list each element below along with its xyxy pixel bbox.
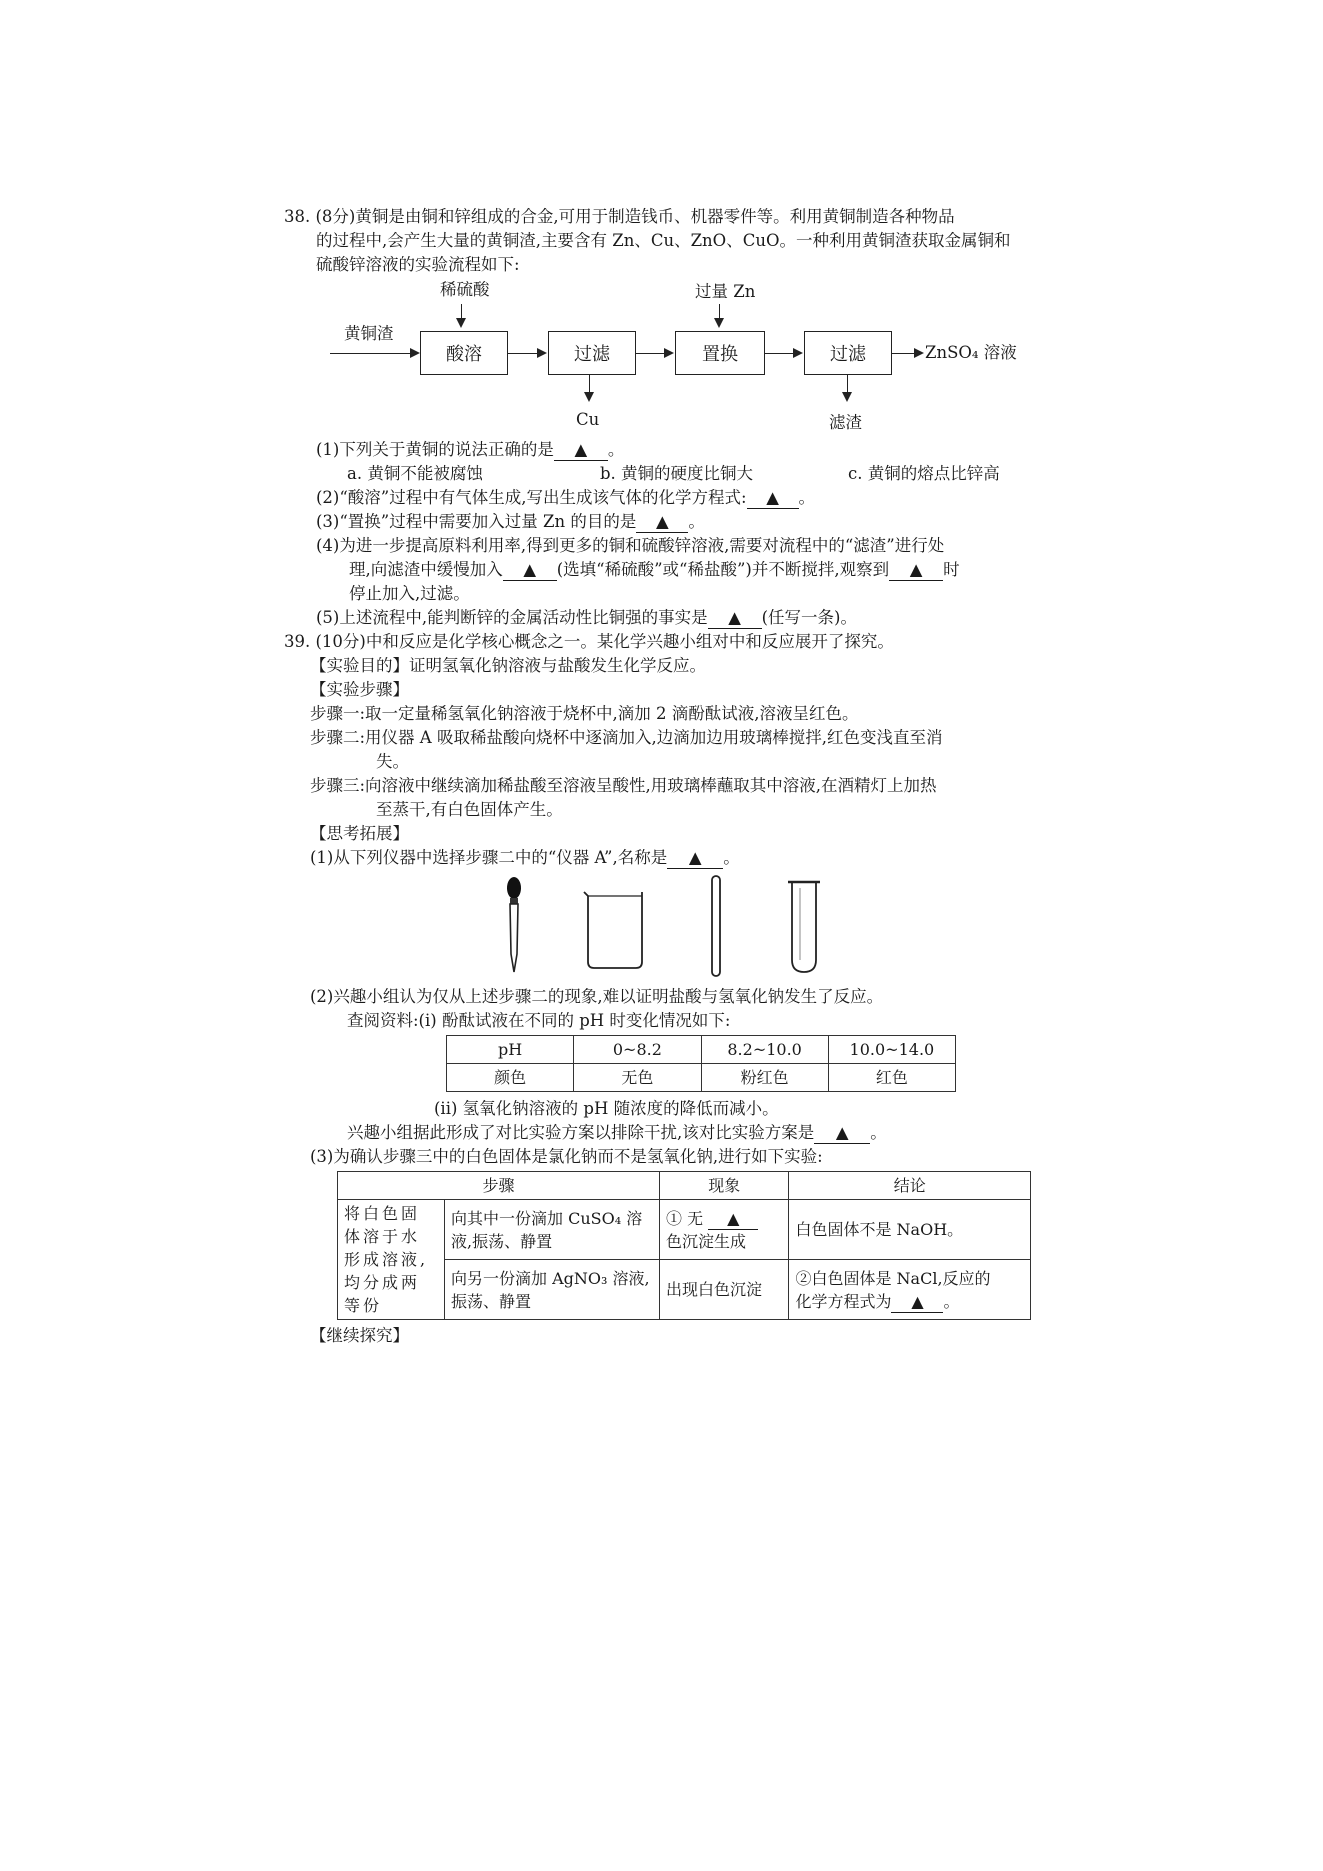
q38-option-c: c. 黄铜的熔点比锌高 [848, 464, 1000, 483]
ph-table-cell: 0~8.2 [574, 1036, 701, 1064]
ph-table-cell: 颜色 [447, 1064, 574, 1092]
experiment-row-1 [338, 1200, 1031, 1260]
q39-step2-line1: 步骤二:用仪器 A 吸取稀盐酸向烧杯中逐滴加入,边滴加边用玻璃棒搅拌,红色变浅直至消 [310, 728, 943, 747]
q39-t3: (3)为确认步骤三中的白色固体是氯化钠而不是氢氧化钠,进行如下实验: [310, 1147, 823, 1166]
flow-box-displace: 置换 [675, 331, 765, 375]
answer-blank-6[interactable]: ▲ [667, 848, 723, 869]
exp-row1-step: 向其中一份滴加 CuSO₄ 溶液,振荡、静置 [445, 1200, 660, 1260]
q39-continue-header: 【继续探究】 [310, 1326, 409, 1345]
q39-think-header: 【思考拓展】 [310, 824, 409, 843]
flow-arrow-2 [635, 353, 672, 354]
exp-header-steps: 步骤 [338, 1172, 660, 1200]
flow-arrow-end [891, 353, 922, 354]
answer-blank-8[interactable]: ▲ [708, 1209, 758, 1230]
ph-table-cell: 粉红色 [701, 1064, 828, 1092]
exp-header-conclusion: 结论 [789, 1172, 1031, 1200]
flow-arrow-start [330, 353, 418, 354]
exp-row2-conclusion: ②白色固体是 NaCl,反应的 化学方程式为 ▲ 。 [789, 1260, 1031, 1320]
answer-blank-1[interactable]: ▲ [554, 440, 608, 461]
ph-table-cell: pH [447, 1036, 574, 1064]
answer-blank-4b[interactable]: ▲ [889, 560, 943, 581]
exp-header-phenomenon: 现象 [660, 1172, 789, 1200]
dropper-icon [507, 877, 521, 972]
answer-blank-5[interactable]: ▲ [708, 608, 762, 629]
q38-part4-line3: 停止加入,过滤。 [349, 584, 470, 603]
glass-rod-icon [712, 876, 720, 976]
ph-table-color-row [447, 1064, 956, 1092]
q39-t1: (1)从下列仪器中选择步骤二中的“仪器 A”,名称是 ▲ 。 [310, 848, 740, 867]
q38-part3: (3)“置换”过程中需要加入过量 Zn 的目的是 ▲ 。 [316, 512, 705, 531]
ph-table-header-row [447, 1036, 956, 1064]
answer-blank-3[interactable]: ▲ [636, 512, 688, 533]
experiment-table-header [338, 1172, 1031, 1200]
q38-option-a: a. 黄铜不能被腐蚀 [347, 464, 483, 483]
exp-row2-phenomenon: 出现白色沉淀 [660, 1260, 789, 1320]
beaker-icon [584, 892, 642, 968]
q39-t2-plan: 兴趣小组据此形成了对比实验方案以排除干扰,该对比实验方案是 ▲ 。 [347, 1123, 887, 1142]
test-tube-icon [788, 882, 820, 972]
q38-part4-line1: (4)为进一步提高原料利用率,得到更多的铜和硫酸锌溶液,需要对流程中的“滤渣”进行处 [316, 536, 945, 555]
flow-input-zn: 过量 Zn [695, 282, 756, 301]
q39-step3-line1: 步骤三:向溶液中继续滴加稀盐酸至溶液呈酸性,用玻璃棒蘸取其中溶液,在酒精灯上加热 [310, 776, 937, 795]
q38-part1: (1)下列关于黄铜的说法正确的是 ▲ 。 [316, 440, 625, 459]
q38-part4-line2: 理,向滤渣中缓慢加入 ▲ (选填“稀硫酸”或“稀盐酸”)并不断搅拌,观察到 ▲ 时 [349, 560, 960, 579]
flow-output-residue: 滤渣 [829, 413, 862, 432]
flow-output-cu: Cu [576, 410, 600, 429]
q39-step1: 步骤一:取一定量稀氢氧化钠溶液于烧杯中,滴加 2 滴酚酞试液,溶液呈红色。 [310, 704, 859, 723]
answer-blank-7[interactable]: ▲ [814, 1123, 870, 1144]
exp-row1-conclusion: 白色固体不是 NaOH。 [789, 1200, 1031, 1260]
q39-t2: (2)兴趣小组认为仅从上述步骤二的现象,难以证明盐酸与氢氧化钠发生了反应。 [310, 987, 884, 1006]
q39-intro: 39. (10分)中和反应是化学核心概念之一。某化学兴趣小组对中和反应展开了探究。 [284, 632, 894, 651]
ph-table-cell: 无色 [574, 1064, 701, 1092]
flow-input-acid: 稀硫酸 [440, 280, 490, 299]
q38-intro-line3: 硫酸锌溶液的实验流程如下: [316, 255, 520, 274]
q38-part2: (2)“酸溶”过程中有气体生成,写出生成该气体的化学方程式: ▲ 。 [316, 488, 816, 507]
exp-row1-phenomenon: ① 无 ▲ 色沉淀生成 [660, 1200, 789, 1260]
q39-t2-reference: 查阅资料:(i) 酚酞试液在不同的 pH 时变化情况如下: [347, 1011, 731, 1030]
flow-box-filter-1: 过滤 [548, 331, 636, 375]
answer-blank-2[interactable]: ▲ [747, 488, 799, 509]
q38-option-b: b. 黄铜的硬度比铜大 [600, 464, 754, 483]
flow-arrow-zn-down [719, 304, 720, 326]
flow-arrow-1 [507, 353, 545, 354]
q39-step2-line2: 失。 [376, 752, 409, 771]
flow-start-label: 黄铜渣 [344, 324, 394, 343]
answer-blank-9[interactable]: ▲ [891, 1292, 943, 1313]
flow-arrow-acid-down [461, 304, 462, 326]
q39-purpose: 【实验目的】证明氢氧化钠溶液与盐酸发生化学反应。 [310, 656, 706, 675]
q39-step3-line2: 至蒸干,有白色固体产生。 [376, 800, 563, 819]
flow-arrow-3 [764, 353, 801, 354]
answer-blank-4a[interactable]: ▲ [503, 560, 557, 581]
flow-arrow-residue-down [847, 374, 848, 400]
ph-table [446, 1035, 956, 1092]
q38-intro-line1: 38. (8分)黄铜是由铜和锌组成的合金,可用于制造钱币、机器零件等。利用黄铜制造各种物品 [284, 207, 955, 226]
exp-row2-step: 向另一份滴加 AgNO₃ 溶液,振荡、静置 [445, 1260, 660, 1320]
q38-intro-line2: 的过程中,会产生大量的黄铜渣,主要含有 Zn、Cu、ZnO、CuO。一种利用黄铜渣获取金属铜和 [316, 231, 1011, 250]
flow-box-filter-2: 过滤 [804, 331, 892, 375]
flow-box-acid-dissolve: 酸溶 [420, 331, 508, 375]
q39-steps-header: 【实验步骤】 [310, 680, 409, 699]
ph-table-cell: 8.2~10.0 [701, 1036, 828, 1064]
q39-t2-ii: (ii) 氢氧化钠溶液的 pH 随浓度的降低而减小。 [434, 1099, 779, 1118]
flow-end-label: ZnSO₄ 溶液 [925, 343, 1017, 362]
experiment-table [337, 1171, 1031, 1320]
ph-table-cell: 红色 [828, 1064, 955, 1092]
ph-table-cell: 10.0~14.0 [828, 1036, 955, 1064]
flow-arrow-cu-down [589, 374, 590, 400]
q38-part5: (5)上述流程中,能判断锌的金属活动性比铜强的事实是 ▲ (任写一条)。 [316, 608, 857, 627]
instruments-figure [490, 872, 850, 982]
exp-common-step: 将白色固体溶于水形成溶液,均分成两等份 [338, 1200, 445, 1320]
